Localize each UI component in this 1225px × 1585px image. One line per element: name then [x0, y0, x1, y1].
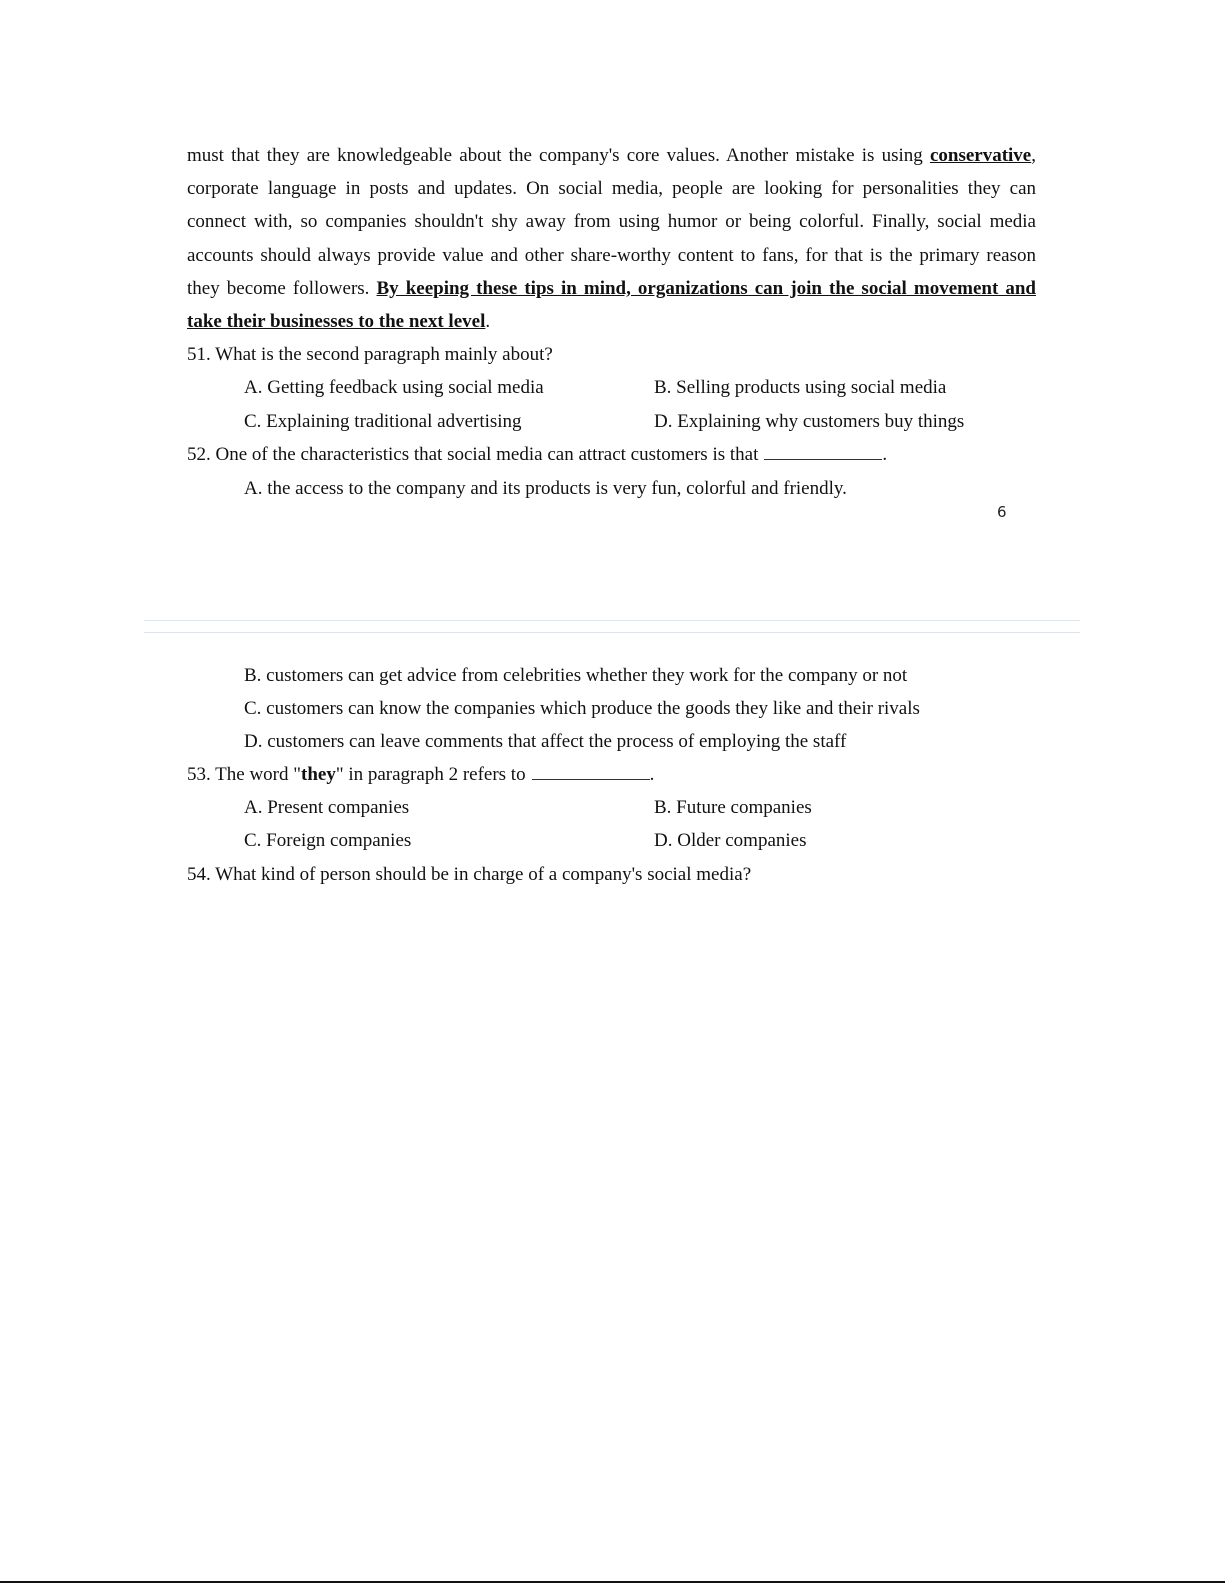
q51-option-b: B. Selling products using social media — [654, 377, 947, 398]
question-text: 53. The word " — [187, 764, 301, 785]
q53-option-a: A. Present companies — [244, 797, 410, 818]
page-break-bottom — [144, 632, 1080, 633]
highlighted-word-conservative: conservative — [929, 145, 1032, 166]
q52-option-a: A. the access to the company and its products is very fun, colorful and friendly. — [244, 478, 847, 499]
page-number: 6 — [997, 503, 1007, 521]
question-end: . — [649, 764, 655, 785]
question-51: 51. What is the second paragraph mainly about? — [187, 344, 553, 365]
q53-option-b: B. Future companies — [654, 797, 812, 818]
passage-line-5 — [187, 278, 1036, 300]
question-text: 52. One of the characteristics that social media can attract customers is that — [187, 444, 759, 465]
q53-option-d: D. Older companies — [654, 830, 807, 851]
q51-option-d: D. Explaining why customers buy things — [654, 411, 965, 432]
passage-text: , — [1031, 145, 1036, 166]
question-end: . — [882, 444, 888, 465]
passage-line-3: connect with, so companies shouldn't shy away from using humor or being colorful. Finally, social media — [187, 211, 1036, 232]
question-53 — [187, 764, 654, 786]
answer-blank — [764, 444, 882, 460]
answer-blank — [532, 764, 650, 780]
question-54: 54. What kind of person should be in charge of a company's social media? — [187, 864, 752, 885]
q53-option-c: C. Foreign companies — [244, 830, 412, 851]
q51-option-c: C. Explaining traditional advertising — [244, 411, 522, 432]
q52-option-b: B. customers can get advice from celebrities whether they work for the company or not — [244, 665, 908, 686]
question-52 — [187, 444, 887, 466]
passage-line-6 — [187, 311, 1036, 333]
passage-text: must that they are knowledgeable about the company's core values. Another mistake is using — [187, 145, 930, 166]
bottom-edge-line — [0, 1581, 1225, 1583]
highlighted-sentence-end: take their businesses to the next level — [187, 311, 486, 332]
passage-line-4: accounts should always provide value and other share-worthy content to fans, for that is the primary reason — [187, 245, 1036, 266]
q52-option-c: C. customers can know the companies which produce the goods they like and their rivals — [244, 698, 920, 719]
bold-word-they: they — [301, 764, 336, 785]
q51-option-a: A. Getting feedback using social media — [244, 377, 544, 398]
question-text: " in paragraph 2 refers to — [335, 764, 526, 785]
highlighted-sentence: By keeping these tips in mind, organizations can join the social movement and — [376, 278, 1036, 299]
passage-line-2: corporate language in posts and updates. On social media, people are looking for personalities they can — [187, 178, 1036, 199]
passage-text: . — [485, 311, 491, 332]
q52-option-d: D. customers can leave comments that affect the process of employing the staff — [244, 731, 847, 752]
passage-text: they become followers. — [187, 278, 377, 299]
passage-line-1 — [187, 145, 1036, 167]
page-break-top — [144, 620, 1080, 621]
